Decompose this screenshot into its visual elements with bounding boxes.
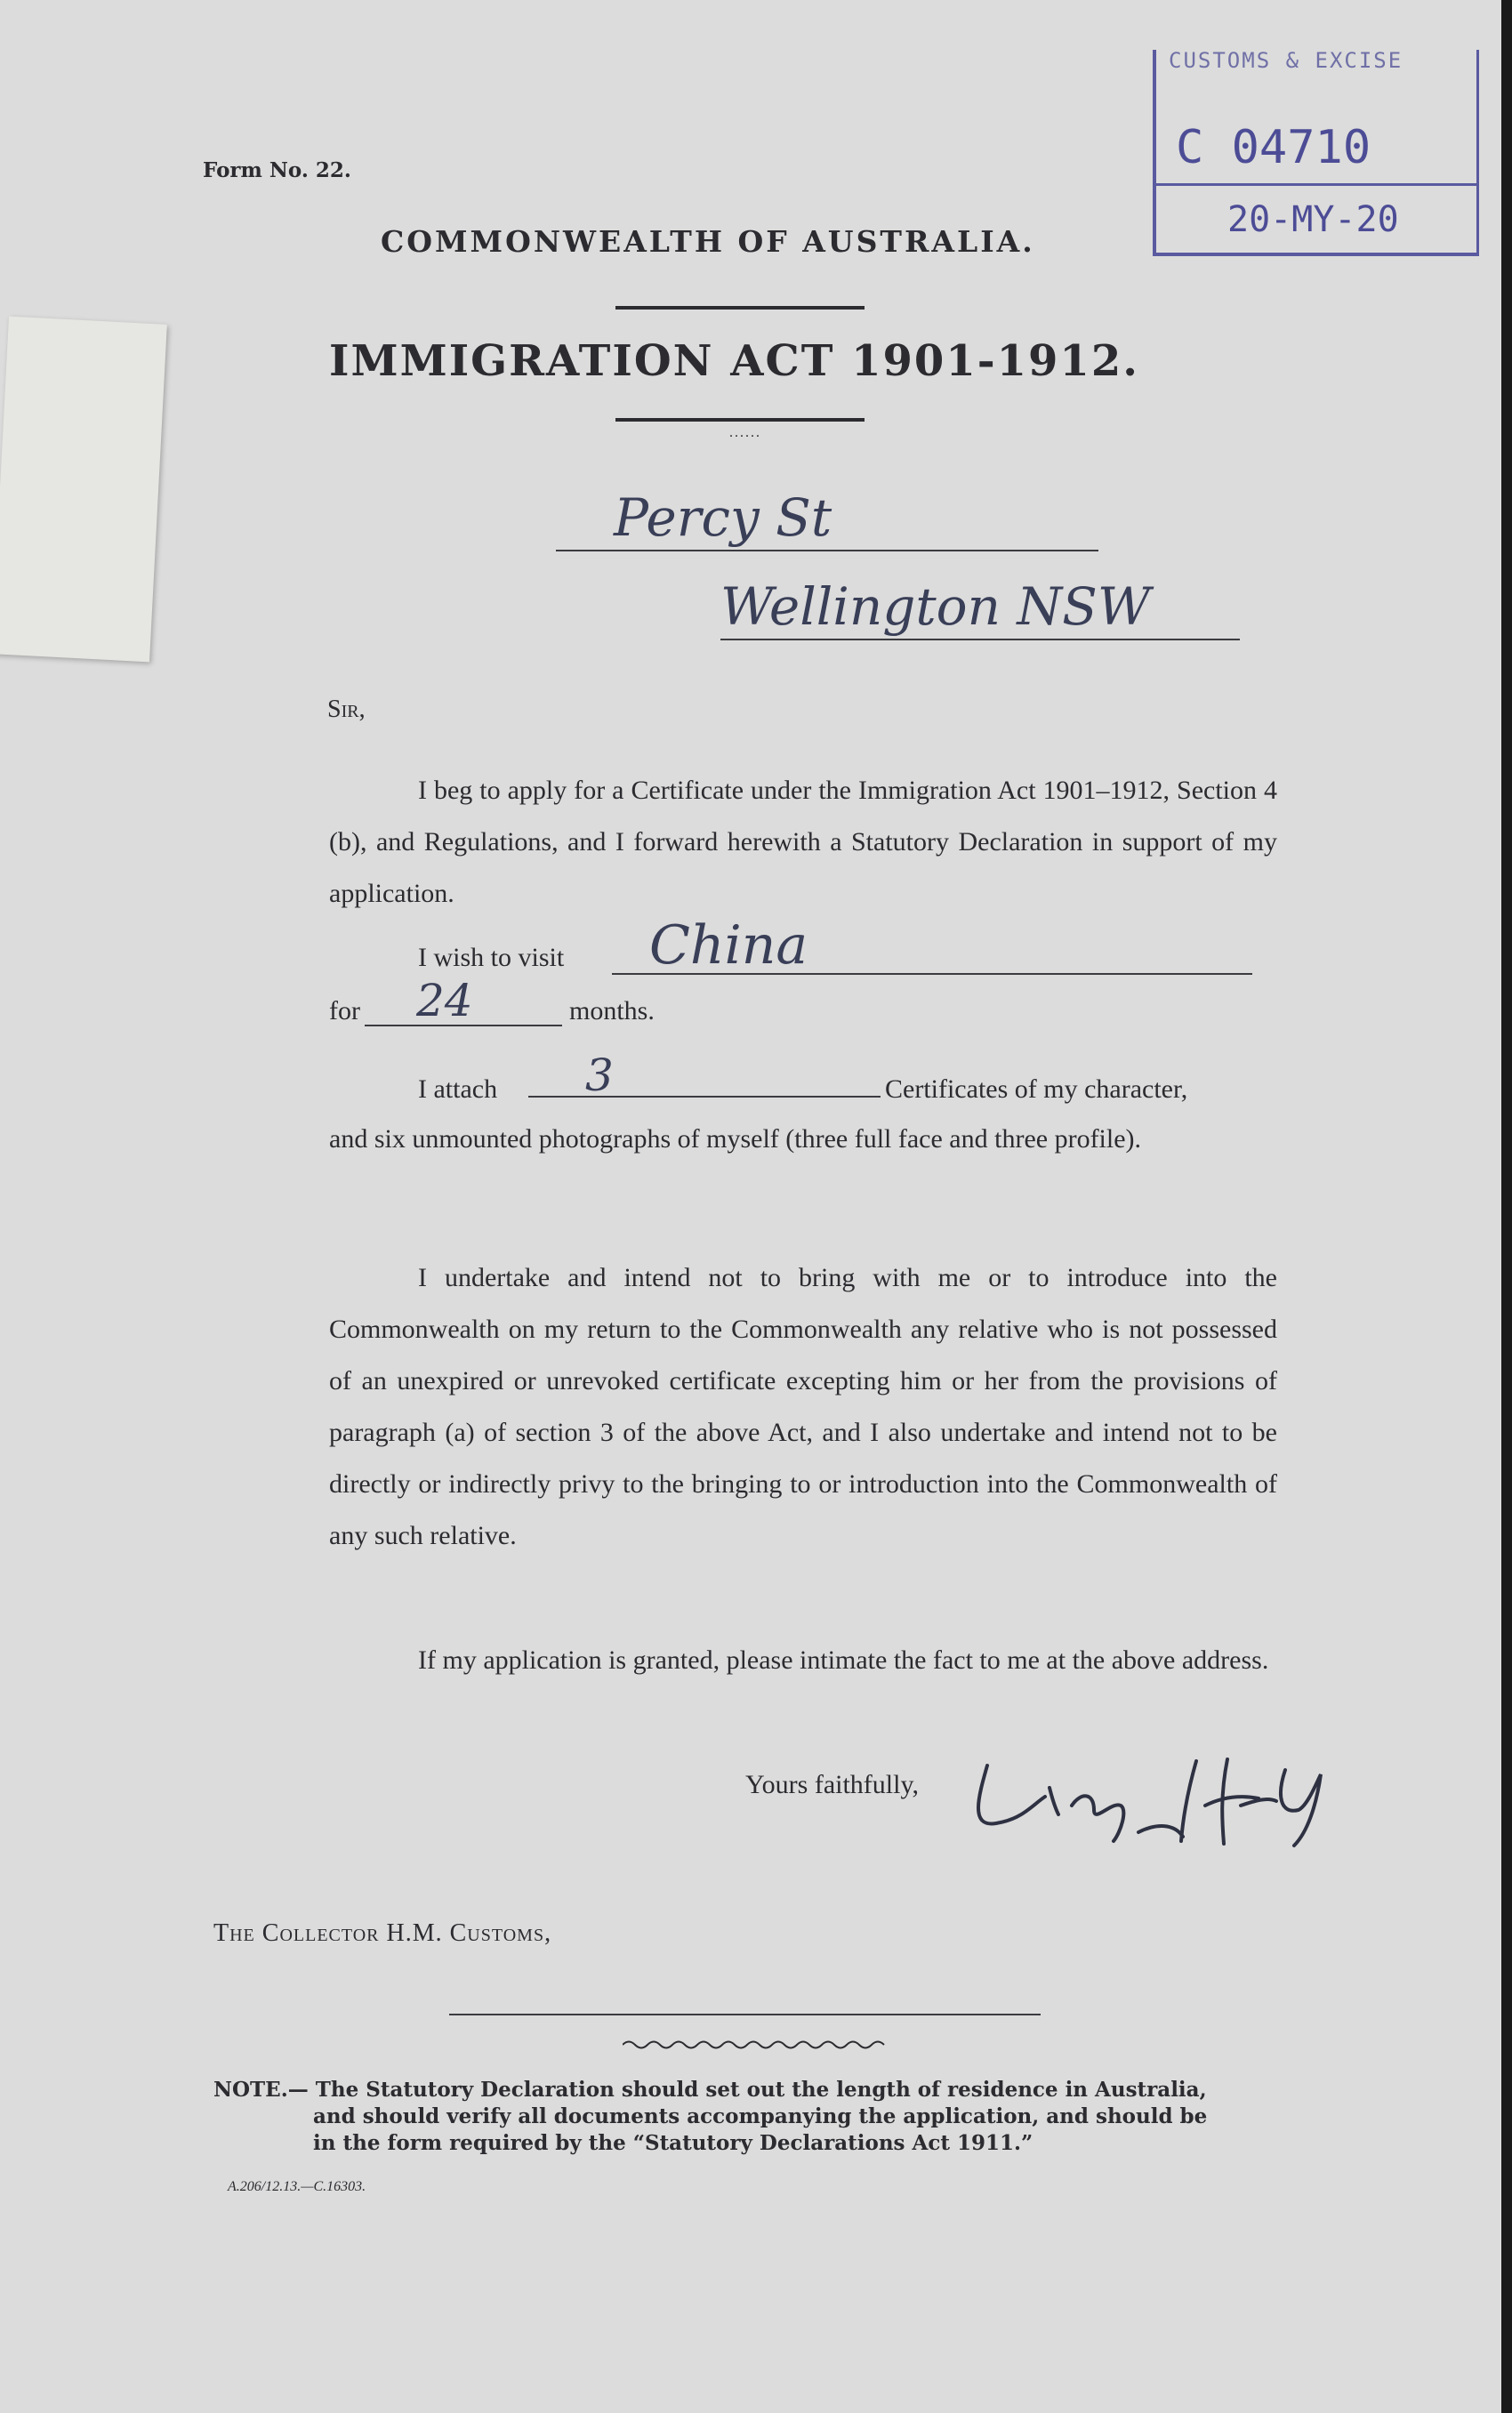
- address-line-2-rule: [720, 639, 1240, 640]
- certificates-label: Certificates of my character,: [885, 1074, 1188, 1104]
- attached-paper-tab: [0, 317, 167, 663]
- address-line-1-rule: [556, 550, 1098, 551]
- stamp-divider: [1156, 183, 1476, 186]
- visit-label: I wish to visit: [418, 943, 565, 972]
- document-title: IMMIGRATION ACT 1901-1912.: [329, 336, 1139, 386]
- wavy-divider: [623, 2039, 889, 2051]
- salutation: Sir,: [327, 696, 366, 723]
- closing: Yours faithfully,: [745, 1770, 920, 1799]
- title-rule-bottom: [615, 418, 865, 422]
- months-value: 24: [416, 975, 473, 1026]
- footnote: [213, 2077, 1290, 2157]
- addressee-rule: [449, 2014, 1041, 2015]
- title-dots: ......: [729, 425, 761, 440]
- application-text: I beg to apply for a Certificate under the Immigration Act 1901–1912, Section 4 (b), and Regulations, and I forward herewith a Statutory Declaration in support of my application.: [329, 776, 1277, 908]
- photographs-text: and six unmounted photographs of myself (three full face and three profile).: [329, 1124, 1142, 1154]
- paragraph-intimate: [329, 1635, 1277, 1686]
- handwritten-signature: [961, 1743, 1334, 1859]
- title-rule-top: [615, 306, 865, 310]
- address-line-1: Percy St: [614, 487, 832, 548]
- note-line-2: and should verify all documents accompanying the application, and should be: [313, 2104, 1208, 2128]
- note-line-1: The Statutory Declaration should set out the length of residence in Australia,: [315, 2078, 1207, 2102]
- certificates-count: 3: [585, 1050, 614, 1101]
- page-edge-shadow: [1501, 0, 1512, 2413]
- note-lead: NOTE.—: [213, 2078, 309, 2102]
- attach-label: I attach: [418, 1074, 498, 1104]
- print-reference: A.206/12.13.—C.16303.: [228, 2179, 366, 2194]
- undertaking-text: I undertake and intend not to bring with me or to introduce into the Commonwealth on my return to the Commonwealth any relative who is not possessed of an unexpired or unrevoked certificate excepting him or her from the provisions of paragraph (a) of section 3 of the above Act, and I also undertake and intend not to be directly or indirectly privy to the bringing to or introduction into the Commonwealth of any such relative.: [329, 1263, 1277, 1550]
- note-line-3: in the form required by the “Statutory Declarations Act 1911.”: [313, 2131, 1033, 2155]
- addressee: The Collector H.M. Customs,: [213, 1919, 552, 1947]
- for-label: for: [329, 996, 360, 1026]
- paragraph-undertaking: [329, 1252, 1277, 1562]
- stamp-number: C 04710: [1176, 121, 1371, 174]
- address-line-2: Wellington NSW: [720, 576, 1151, 637]
- form-number: Form No. 22.: [203, 158, 351, 182]
- issuer-heading: COMMONWEALTH OF AUSTRALIA.: [381, 224, 1035, 259]
- attach-rule: [528, 1096, 881, 1098]
- stamp-header: CUSTOMS & EXCISE: [1169, 48, 1403, 73]
- stamp-date: 20-MY-20: [1227, 199, 1399, 240]
- paragraph-application: [329, 765, 1277, 920]
- intimate-text: If my application is granted, please intimate the fact to me at the above address.: [418, 1645, 1269, 1675]
- visit-destination: China: [649, 914, 808, 977]
- months-label: months.: [569, 996, 655, 1026]
- customs-stamp: [1153, 50, 1479, 256]
